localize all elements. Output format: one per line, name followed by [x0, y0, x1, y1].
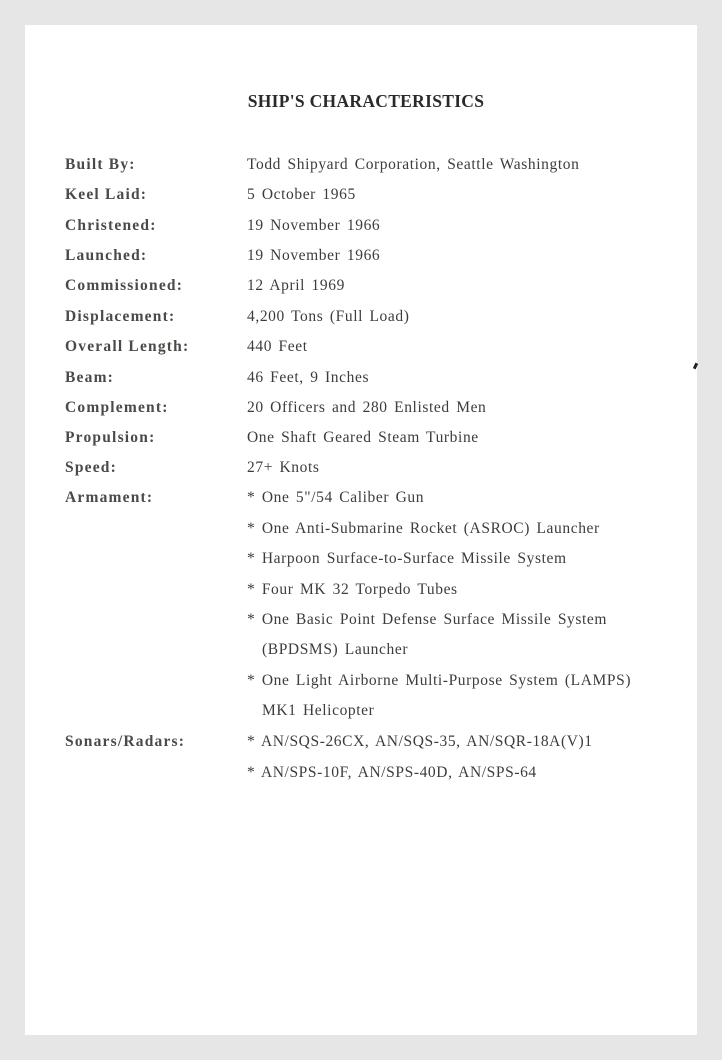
- label-launched: Launched:: [65, 247, 148, 264]
- value-propulsion: One Shaft Geared Steam Turbine: [247, 429, 479, 446]
- label-christened: Christened:: [65, 217, 157, 234]
- row-sonars-radars: [25, 729, 697, 755]
- label-armament: Armament:: [65, 489, 154, 506]
- row-armament-7: [25, 668, 697, 694]
- row-commissioned: [25, 273, 697, 299]
- label-commissioned: Commissioned:: [65, 277, 184, 294]
- value-launched: 19 November 1966: [247, 247, 381, 264]
- row-displacement: [25, 304, 697, 330]
- row-built-by: [25, 152, 697, 178]
- row-sonars-radars-2: [25, 760, 697, 786]
- row-armament-3: [25, 546, 697, 572]
- armament-item: * Four MK 32 Torpedo Tubes: [247, 581, 458, 598]
- label-keel-laid: Keel Laid:: [65, 186, 148, 203]
- label-propulsion: Propulsion:: [65, 429, 156, 446]
- label-built-by: Built By:: [65, 156, 136, 173]
- label-displacement: Displacement:: [65, 308, 176, 325]
- label-sonars-radars: Sonars/Radars:: [65, 733, 186, 750]
- page-title: SHIP'S CHARACTERISTICS: [247, 91, 485, 111]
- row-armament-2: [25, 516, 697, 542]
- row-christened: [25, 213, 697, 239]
- armament-item: * Harpoon Surface-to-Surface Missile System: [247, 550, 567, 567]
- armament-item: * One Anti-Submarine Rocket (ASROC) Launcher: [247, 520, 600, 537]
- value-overall-length: 440 Feet: [247, 338, 308, 355]
- row-armament-4: [25, 577, 697, 603]
- value-christened: 19 November 1966: [247, 217, 381, 234]
- row-overall-length: [25, 334, 697, 360]
- row-complement: [25, 395, 697, 421]
- row-propulsion: [25, 425, 697, 451]
- armament-item-continuation: MK1 Helicopter: [262, 702, 375, 719]
- value-commissioned: 12 April 1969: [247, 277, 345, 294]
- armament-item: * One 5"/54 Caliber Gun: [247, 489, 425, 506]
- row-armament-6: [25, 637, 697, 663]
- sonar-item: * AN/SQS-26CX, AN/SQS-35, AN/SQR-18A(V)1: [247, 733, 593, 750]
- value-complement: 20 Officers and 280 Enlisted Men: [247, 399, 487, 416]
- row-keel-laid: [25, 182, 697, 208]
- value-keel-laid: 5 October 1965: [247, 186, 356, 203]
- label-speed: Speed:: [65, 459, 117, 476]
- value-displacement: 4,200 Tons (Full Load): [247, 308, 410, 325]
- row-armament: [25, 485, 697, 511]
- label-overall-length: Overall Length:: [65, 338, 190, 355]
- value-speed: 27+ Knots: [247, 459, 320, 476]
- label-beam: Beam:: [65, 369, 115, 386]
- armament-item-continuation: (BPDSMS) Launcher: [262, 641, 409, 658]
- row-launched: [25, 243, 697, 269]
- sonar-item: * AN/SPS-10F, AN/SPS-40D, AN/SPS-64: [247, 764, 537, 781]
- scan-speck: [693, 363, 698, 370]
- armament-item: * One Light Airborne Multi-Purpose System (LAMPS): [247, 672, 632, 689]
- value-beam: 46 Feet, 9 Inches: [247, 369, 370, 386]
- row-armament-8: [25, 698, 697, 724]
- document-page: [25, 25, 697, 1035]
- label-complement: Complement:: [65, 399, 169, 416]
- row-beam: [25, 365, 697, 391]
- value-built-by: Todd Shipyard Corporation, Seattle Washington: [247, 156, 580, 173]
- row-speed: [25, 455, 697, 481]
- armament-item: * One Basic Point Defense Surface Missile System: [247, 611, 608, 628]
- row-armament-5: [25, 607, 697, 633]
